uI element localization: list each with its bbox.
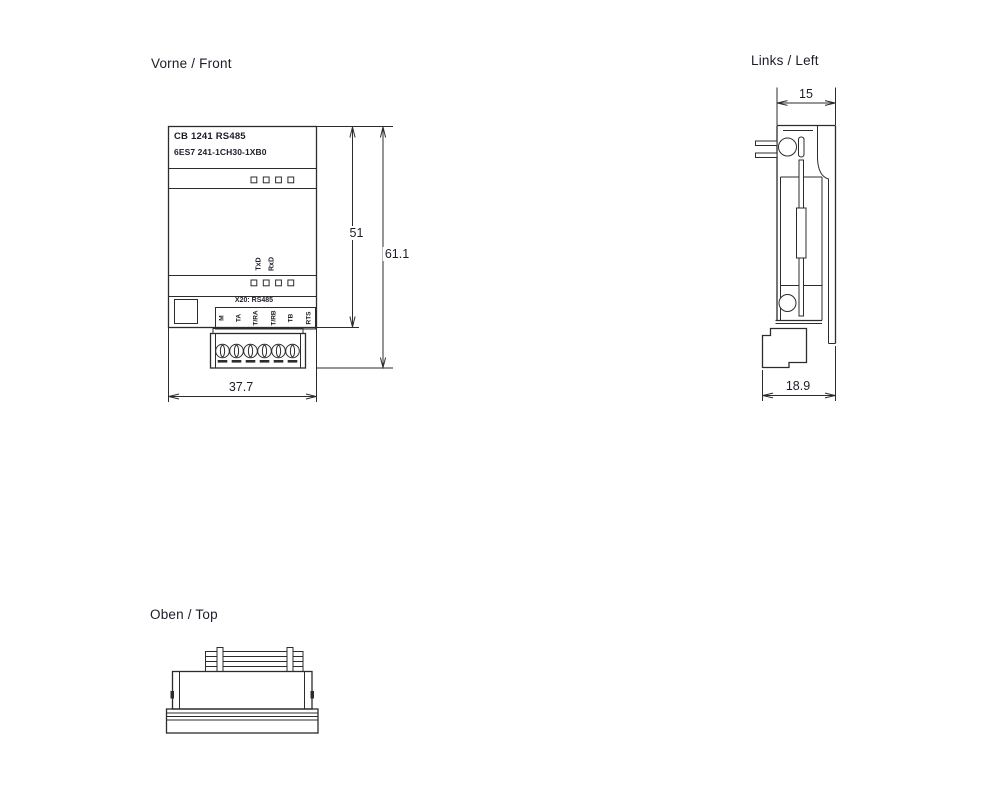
- front-view-title: Vorne / Front: [151, 56, 232, 71]
- led-square: [263, 177, 269, 183]
- terminal-screw: [272, 344, 286, 358]
- dimension-width: 37.7: [228, 380, 254, 394]
- mounting-hole-top: [779, 138, 797, 156]
- left-view-outline: [756, 126, 836, 368]
- left-view-title: Links / Left: [751, 53, 819, 68]
- connector-name-label: X20: RS485: [234, 297, 274, 304]
- connector-pin: [756, 153, 778, 158]
- terminal-screw: [286, 344, 300, 358]
- led-square: [251, 177, 257, 183]
- dimension-total-height: 61.1: [384, 247, 410, 261]
- terminal-label-ta: TA: [235, 313, 242, 323]
- bottom-connector-profile: [763, 329, 807, 368]
- side-latch: [311, 691, 315, 699]
- dimension-body-depth: 15: [799, 87, 813, 101]
- connector-pin: [287, 648, 293, 672]
- side-slot: [799, 137, 805, 157]
- module-order-number-label: 6ES7 241-1CH30-1XB0: [174, 147, 267, 157]
- terminal-label-rts: RTS: [305, 311, 312, 325]
- led-square: [288, 280, 294, 286]
- side-latch: [171, 691, 175, 699]
- top-view-outline: [167, 648, 319, 734]
- terminal-label-box: [216, 308, 316, 330]
- front-blank-plate: [175, 300, 198, 324]
- connector-pin: [756, 141, 778, 146]
- front-terminal-block: [211, 329, 306, 369]
- led-square: [276, 280, 282, 286]
- dimension-body-height: 51: [349, 226, 364, 240]
- terminal-screw: [244, 344, 258, 358]
- terminal-screw: [216, 344, 230, 358]
- dimension-total-depth: 18.9: [785, 379, 811, 393]
- led-square: [288, 177, 294, 183]
- led-square: [251, 280, 257, 286]
- top-module-body: [173, 672, 313, 710]
- terminal-label-trb: T/RB: [270, 310, 277, 326]
- terminal-screw: [230, 344, 244, 358]
- module-name-label: CB 1241 RS485: [174, 131, 246, 142]
- top-view-title: Oben / Top: [150, 607, 218, 622]
- led-square: [263, 280, 269, 286]
- clip-rod-collar: [797, 208, 807, 258]
- terminal-screw: [258, 344, 272, 358]
- connector-pin: [217, 648, 223, 672]
- led-label-rxd: RxD: [268, 256, 275, 272]
- led-square: [276, 177, 282, 183]
- terminal-label-m: M: [218, 315, 225, 321]
- mounting-hole-bottom: [779, 295, 796, 312]
- led-label-txd: TxD: [255, 257, 262, 271]
- terminal-label-tra: T/RA: [252, 310, 260, 326]
- terminal-label-tb: TB: [287, 313, 295, 323]
